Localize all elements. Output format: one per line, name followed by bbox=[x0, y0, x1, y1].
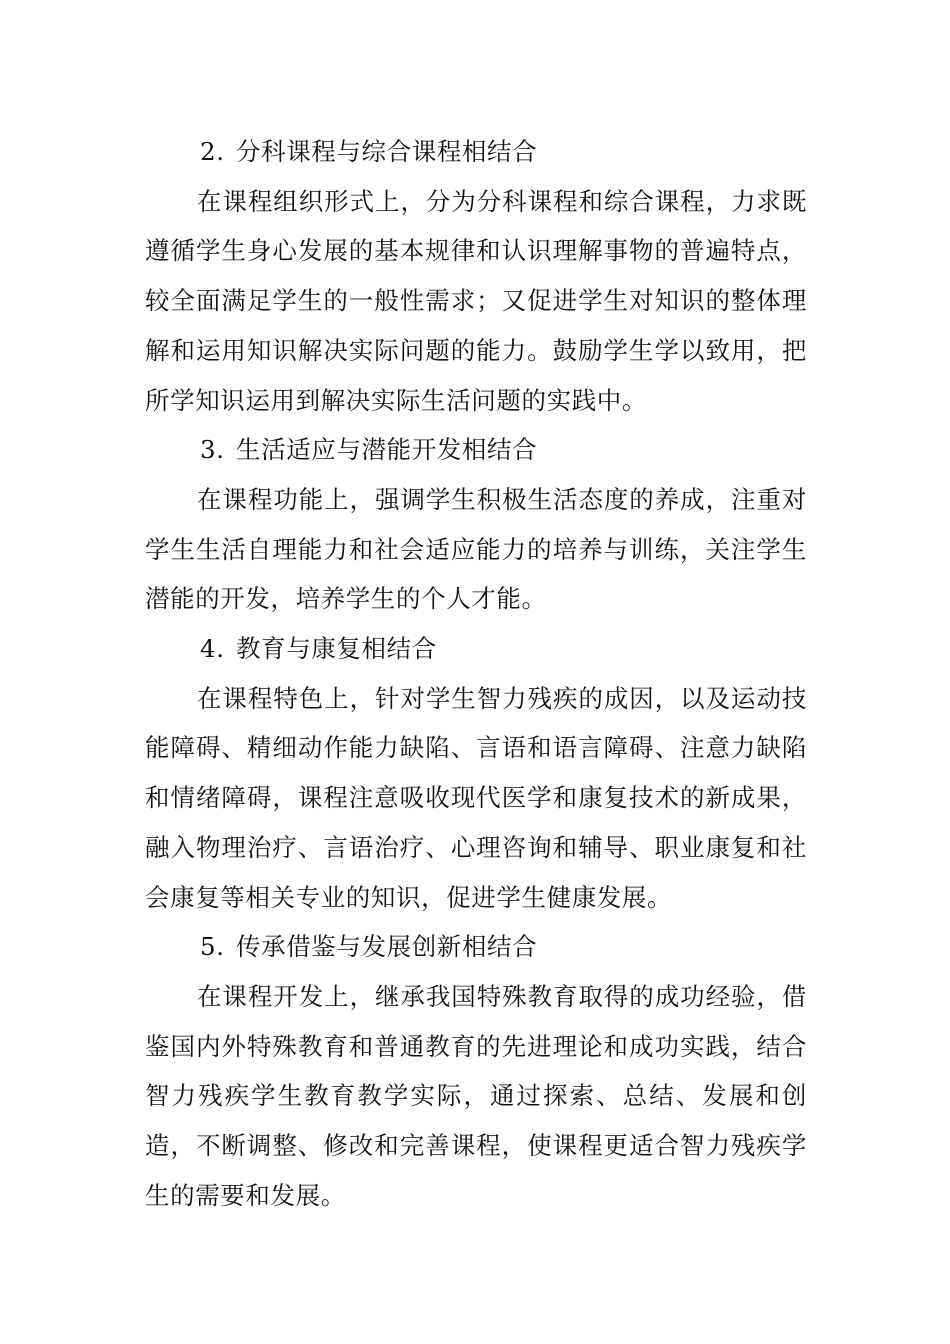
section-number: 4. bbox=[200, 634, 225, 664]
section-paragraph-4: 在课程特色上，针对学生智力残疾的成因，以及运动技能障碍、精细动作能力缺陷、言语和语言障碍、注意力缺陷和情绪障碍，课程注意吸收现代医学和康复技术的新成果，融入物理治疗、言语治疗、心理咨询和辅导、职业康复和社会康复等相关专业的知识，促进学生健康发展。 bbox=[145, 683, 807, 912]
section-paragraph-3: 在课程功能上，强调学生积极生活态度的养成，注重对学生生活自理能力和社会适应能力的培养与训练，关注学生潜能的开发，培养学生的个人才能。 bbox=[145, 484, 807, 614]
section-number: 5. bbox=[200, 932, 225, 962]
section-paragraph-5: 在课程开发上，继承我国特殊教育取得的成功经验，借鉴国内外特殊教育和普通教育的先进理论和成功实践，结合智力残疾学生教育教学实际，通过探索、总结、发展和创造，不断调整、修改和完善课程，使课程更适合智力残疾学生的需要和发展。 bbox=[145, 981, 807, 1210]
section-heading-5 bbox=[145, 922, 807, 972]
section-paragraph-2: 在课程组织形式上，分为分科课程和综合课程，力求既遵循学生身心发展的基本规律和认识理解事物的普遍特点，较全面满足学生的一般性需求；又促进学生对知识的整体理解和运用知识解决实际问题的能力。鼓励学生学以致用，把所学知识运用到解决实际生活问题的实践中。 bbox=[145, 186, 807, 415]
section-heading-3 bbox=[145, 425, 807, 475]
section-title: 分科课程与综合课程相结合 bbox=[236, 137, 538, 166]
section-number: 3. bbox=[200, 435, 225, 465]
section-heading-4 bbox=[145, 624, 807, 674]
section-title: 传承借鉴与发展创新相结合 bbox=[236, 932, 538, 962]
document-body bbox=[145, 127, 807, 1220]
section-title: 生活适应与潜能开发相结合 bbox=[236, 435, 538, 465]
section-title: 教育与康复相结合 bbox=[236, 634, 437, 664]
section-heading-2 bbox=[145, 127, 807, 177]
section-number: 2. bbox=[200, 137, 225, 166]
